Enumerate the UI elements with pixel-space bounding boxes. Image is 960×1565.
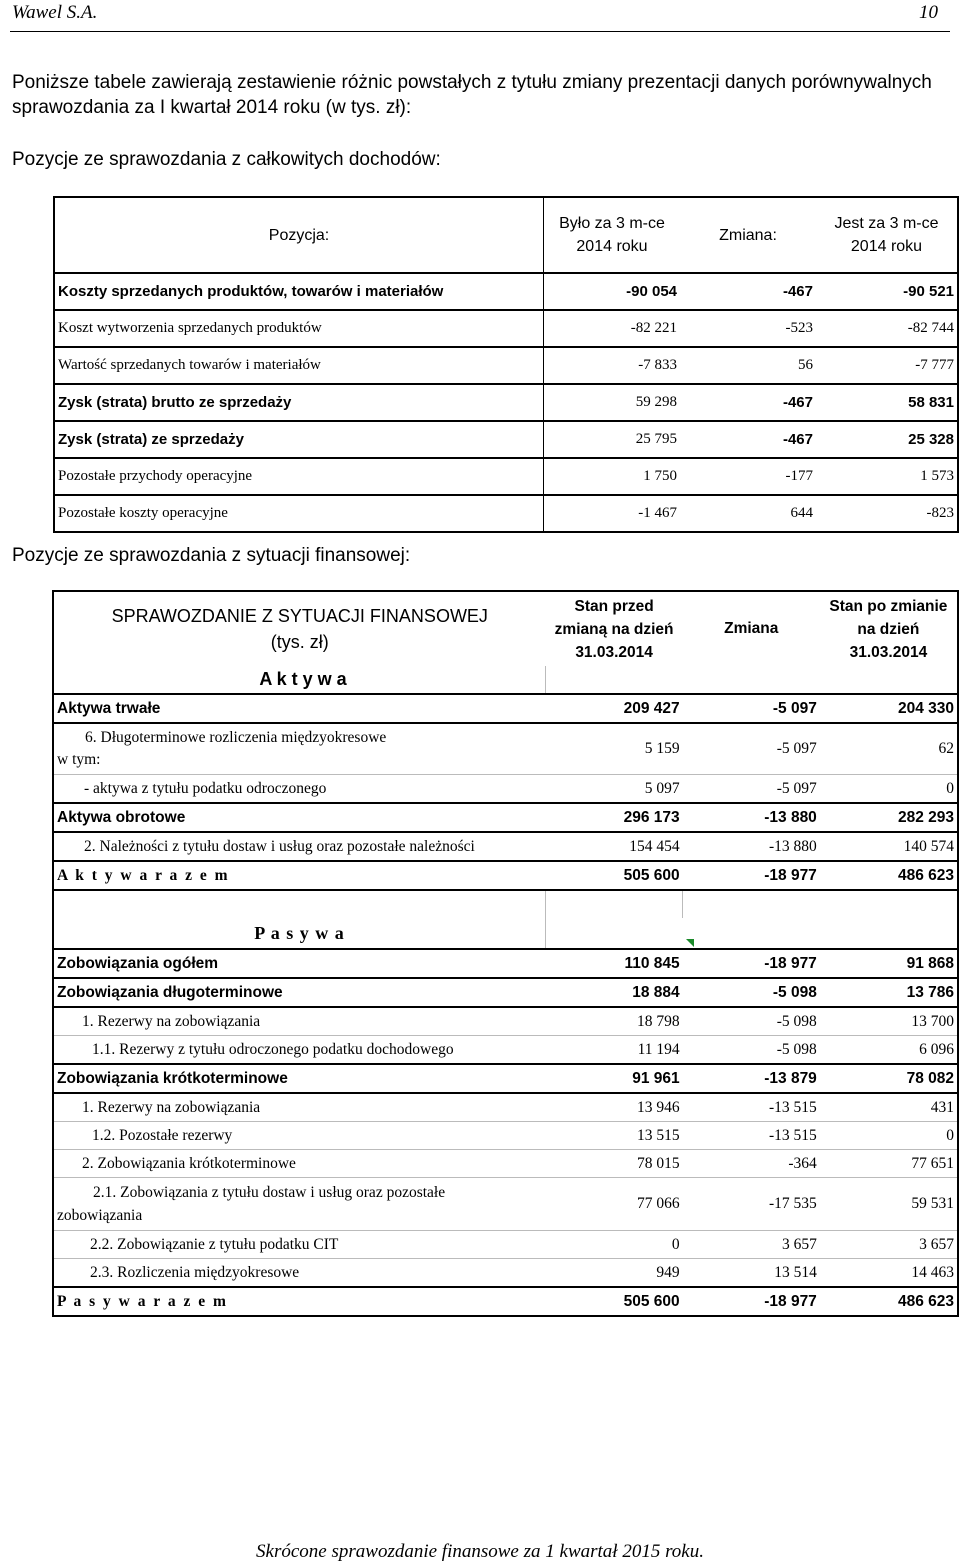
cell-before: -7 833 (544, 347, 681, 384)
cell-change: 56 (680, 347, 816, 384)
cell-before: 505 600 (546, 1287, 683, 1316)
table-row (54, 458, 958, 495)
cell-after: -82 744 (816, 310, 958, 347)
intro-paragraph: Poniższe tabele zawierają zestawienie różnic powstałych z tytułu zmiany prezentacji danych porównywalnych sprawozdania za I kwartał 2014 roku (w tys. zł): (12, 72, 932, 118)
row-label: Zobowiązania ogółem (53, 949, 546, 978)
row-label: Zobowiązania krótkoterminowe (53, 1064, 546, 1093)
row-label: 2. Zobowiązania krótkoterminowe (53, 1150, 546, 1178)
row-label: A k t y w a r a z e m (53, 861, 546, 890)
cell-after: -90 521 (816, 273, 958, 310)
cell-after: 13 786 (820, 978, 958, 1007)
cell-change: 3 657 (683, 1231, 820, 1259)
cell-after: 486 623 (820, 1287, 958, 1316)
row-label: Koszt wytworzenia sprzedanych produktów (54, 310, 544, 347)
cell-change: -5 097 (683, 775, 820, 804)
table-row (53, 1259, 958, 1288)
table-row (54, 421, 958, 458)
row-label-line1: 2.1. Zobowiązania z tytułu dostaw i usług oraz pozostałe (93, 1184, 446, 1201)
table-unit: (tys. zł) (270, 632, 329, 652)
table-row (53, 1287, 958, 1316)
table-row (54, 347, 958, 384)
table-row (53, 949, 958, 978)
cell-after: 13 700 (820, 1007, 958, 1036)
income-statement-table (53, 196, 959, 533)
cell-after: 62 (820, 723, 958, 775)
cell-after: -7 777 (816, 347, 958, 384)
cell-change: -13 880 (683, 803, 820, 832)
row-label: 1.2. Pozostałe rezerwy (53, 1122, 546, 1150)
cell-before: 209 427 (546, 694, 683, 723)
table-row (53, 694, 958, 723)
cell-after: 1 573 (816, 458, 958, 495)
cell-change: -5 098 (683, 1007, 820, 1036)
table-row (53, 775, 958, 804)
row-label: 2. Należności z tytułu dostaw i usług oraz pozostałe należności (53, 832, 546, 861)
table-row (53, 1231, 958, 1259)
cell-change: -5 098 (683, 978, 820, 1007)
row-label-line1: 6. Długoterminowe rozliczenia międzyokresowe (85, 729, 387, 746)
cell-before: 78 015 (546, 1150, 683, 1178)
cell-after: 59 531 (820, 1178, 958, 1231)
row-label: P a s y w a r a z e m (53, 1287, 546, 1316)
cell-before: -1 467 (544, 495, 681, 532)
cell-after: -823 (816, 495, 958, 532)
cell-change: -467 (680, 384, 816, 421)
cell-before: 505 600 (546, 861, 683, 890)
cell-after: 3 657 (820, 1231, 958, 1259)
row-label: Koszty sprzedanych produktów, towarów i materiałów (54, 273, 544, 310)
cell-after: 78 082 (820, 1064, 958, 1093)
cell-before: 11 194 (546, 1036, 683, 1065)
cell-before: 59 298 (544, 384, 681, 421)
col-header-change: Zmiana (683, 591, 820, 666)
cell-before: 13 515 (546, 1122, 683, 1150)
row-label: Zysk (strata) ze sprzedaży (54, 421, 544, 458)
cell-change: 644 (680, 495, 816, 532)
table-row (53, 978, 958, 1007)
assets-section-label: A k t y w a (53, 666, 546, 694)
table-row (53, 1178, 958, 1231)
table-row (53, 803, 958, 832)
table-row (53, 723, 958, 775)
col-header-before: Stan przed zmianą na dzień 31.03.2014 (546, 591, 683, 666)
cell-change: -13 879 (683, 1064, 820, 1093)
cell-before: 25 795 (544, 421, 681, 458)
row-label: 2.3. Rozliczenia międzyokresowe (53, 1259, 546, 1288)
cell-change: 13 514 (683, 1259, 820, 1288)
cell-after: 77 651 (820, 1150, 958, 1178)
cell-after: 204 330 (820, 694, 958, 723)
table-row (54, 384, 958, 421)
table-row (53, 1093, 958, 1122)
liabilities-section-label: P a s y w a (53, 918, 546, 949)
row-label: Zobowiązania długoterminowe (53, 978, 546, 1007)
cell-before: -90 054 (544, 273, 681, 310)
cell-before: 18 798 (546, 1007, 683, 1036)
table-row (54, 273, 958, 310)
cell-change: -13 515 (683, 1122, 820, 1150)
cell-before: 5 159 (546, 723, 683, 775)
comment-marker-icon (686, 939, 694, 947)
table-row (53, 1007, 958, 1036)
col-header-position: Pozycja: (54, 197, 544, 273)
financial-position-table (52, 590, 959, 1317)
page-number: 10 (919, 2, 938, 23)
cell-change: -18 977 (683, 861, 820, 890)
cell-before: 91 961 (546, 1064, 683, 1093)
cell-before: 77 066 (546, 1178, 683, 1231)
cell-after: 431 (820, 1093, 958, 1122)
cell-before: 5 097 (546, 775, 683, 804)
section-title-income: Pozycje ze sprawozdania z całkowitych dochodów: (12, 149, 441, 170)
cell-change: -523 (680, 310, 816, 347)
row-label (53, 723, 546, 775)
row-label (53, 1178, 546, 1231)
section-title-financial: Pozycje ze sprawozdania z sytuacji finansowej: (12, 545, 411, 566)
cell-after: 58 831 (816, 384, 958, 421)
row-label: Pozostałe koszty operacyjne (54, 495, 544, 532)
cell-after: 0 (820, 1122, 958, 1150)
cell-change: -5 097 (683, 694, 820, 723)
cell-change: -18 977 (683, 949, 820, 978)
row-label: 1.1. Rezerwy z tytułu odroczonego podatku dochodowego (53, 1036, 546, 1065)
cell-before: 110 845 (546, 949, 683, 978)
cell-change: -364 (683, 1150, 820, 1178)
header-divider (10, 31, 950, 32)
cell-change: -5 098 (683, 1036, 820, 1065)
cell-change: -13 880 (683, 832, 820, 861)
table-row (54, 495, 958, 532)
cell-change: -13 515 (683, 1093, 820, 1122)
row-label-line2: w tym: (57, 751, 101, 768)
table-title: SPRAWOZDANIE Z SYTUACJI FINANSOWEJ (111, 606, 488, 626)
col-header-after: Jest za 3 m-ce 2014 roku (816, 197, 958, 273)
row-label: 1. Rezerwy na zobowiązania (53, 1093, 546, 1122)
page-footer: Skrócone sprawozdanie finansowe za 1 kwartał 2015 roku. (256, 1541, 704, 1562)
cell-change: -18 977 (683, 1287, 820, 1316)
col-header-after: Stan po zmianie na dzień 31.03.2014 (820, 591, 958, 666)
col-header-before: Było za 3 m-ce 2014 roku (544, 197, 681, 273)
table-row (53, 1036, 958, 1065)
table-row (53, 832, 958, 861)
row-label: Zysk (strata) brutto ze sprzedaży (54, 384, 544, 421)
row-label: 1. Rezerwy na zobowiązania (53, 1007, 546, 1036)
table-title-cell (53, 591, 546, 666)
row-label: Aktywa obrotowe (53, 803, 546, 832)
row-label: - aktywa z tytułu podatku odroczonego (53, 775, 546, 804)
cell-before: 296 173 (546, 803, 683, 832)
cell-before: 0 (546, 1231, 683, 1259)
table-row (53, 1122, 958, 1150)
cell-change: -467 (680, 421, 816, 458)
table-row (53, 1064, 958, 1093)
row-label-line2: zobowiązania (57, 1207, 143, 1224)
cell-after: 140 574 (820, 832, 958, 861)
cell-after: 25 328 (816, 421, 958, 458)
row-label: Aktywa trwałe (53, 694, 546, 723)
cell-after: 91 868 (820, 949, 958, 978)
table-row (53, 861, 958, 890)
cell-after: 0 (820, 775, 958, 804)
cell-change: -177 (680, 458, 816, 495)
cell-before: 949 (546, 1259, 683, 1288)
cell-before: 154 454 (546, 832, 683, 861)
company-name: Wawel S.A. (12, 2, 98, 23)
cell-change: -17 535 (683, 1178, 820, 1231)
table-row (54, 310, 958, 347)
cell-after: 486 623 (820, 861, 958, 890)
col-header-change: Zmiana: (680, 197, 816, 273)
cell-after: 14 463 (820, 1259, 958, 1288)
cell-before: 1 750 (544, 458, 681, 495)
table-row (53, 1150, 958, 1178)
cell-before: -82 221 (544, 310, 681, 347)
cell-change: -5 097 (683, 723, 820, 775)
cell-before: 18 884 (546, 978, 683, 1007)
cell-after: 282 293 (820, 803, 958, 832)
cell-change: -467 (680, 273, 816, 310)
cell-before: 13 946 (546, 1093, 683, 1122)
cell-after: 6 096 (820, 1036, 958, 1065)
row-label: Pozostałe przychody operacyjne (54, 458, 544, 495)
row-label: Wartość sprzedanych towarów i materiałów (54, 347, 544, 384)
row-label: 2.2. Zobowiązanie z tytułu podatku CIT (53, 1231, 546, 1259)
